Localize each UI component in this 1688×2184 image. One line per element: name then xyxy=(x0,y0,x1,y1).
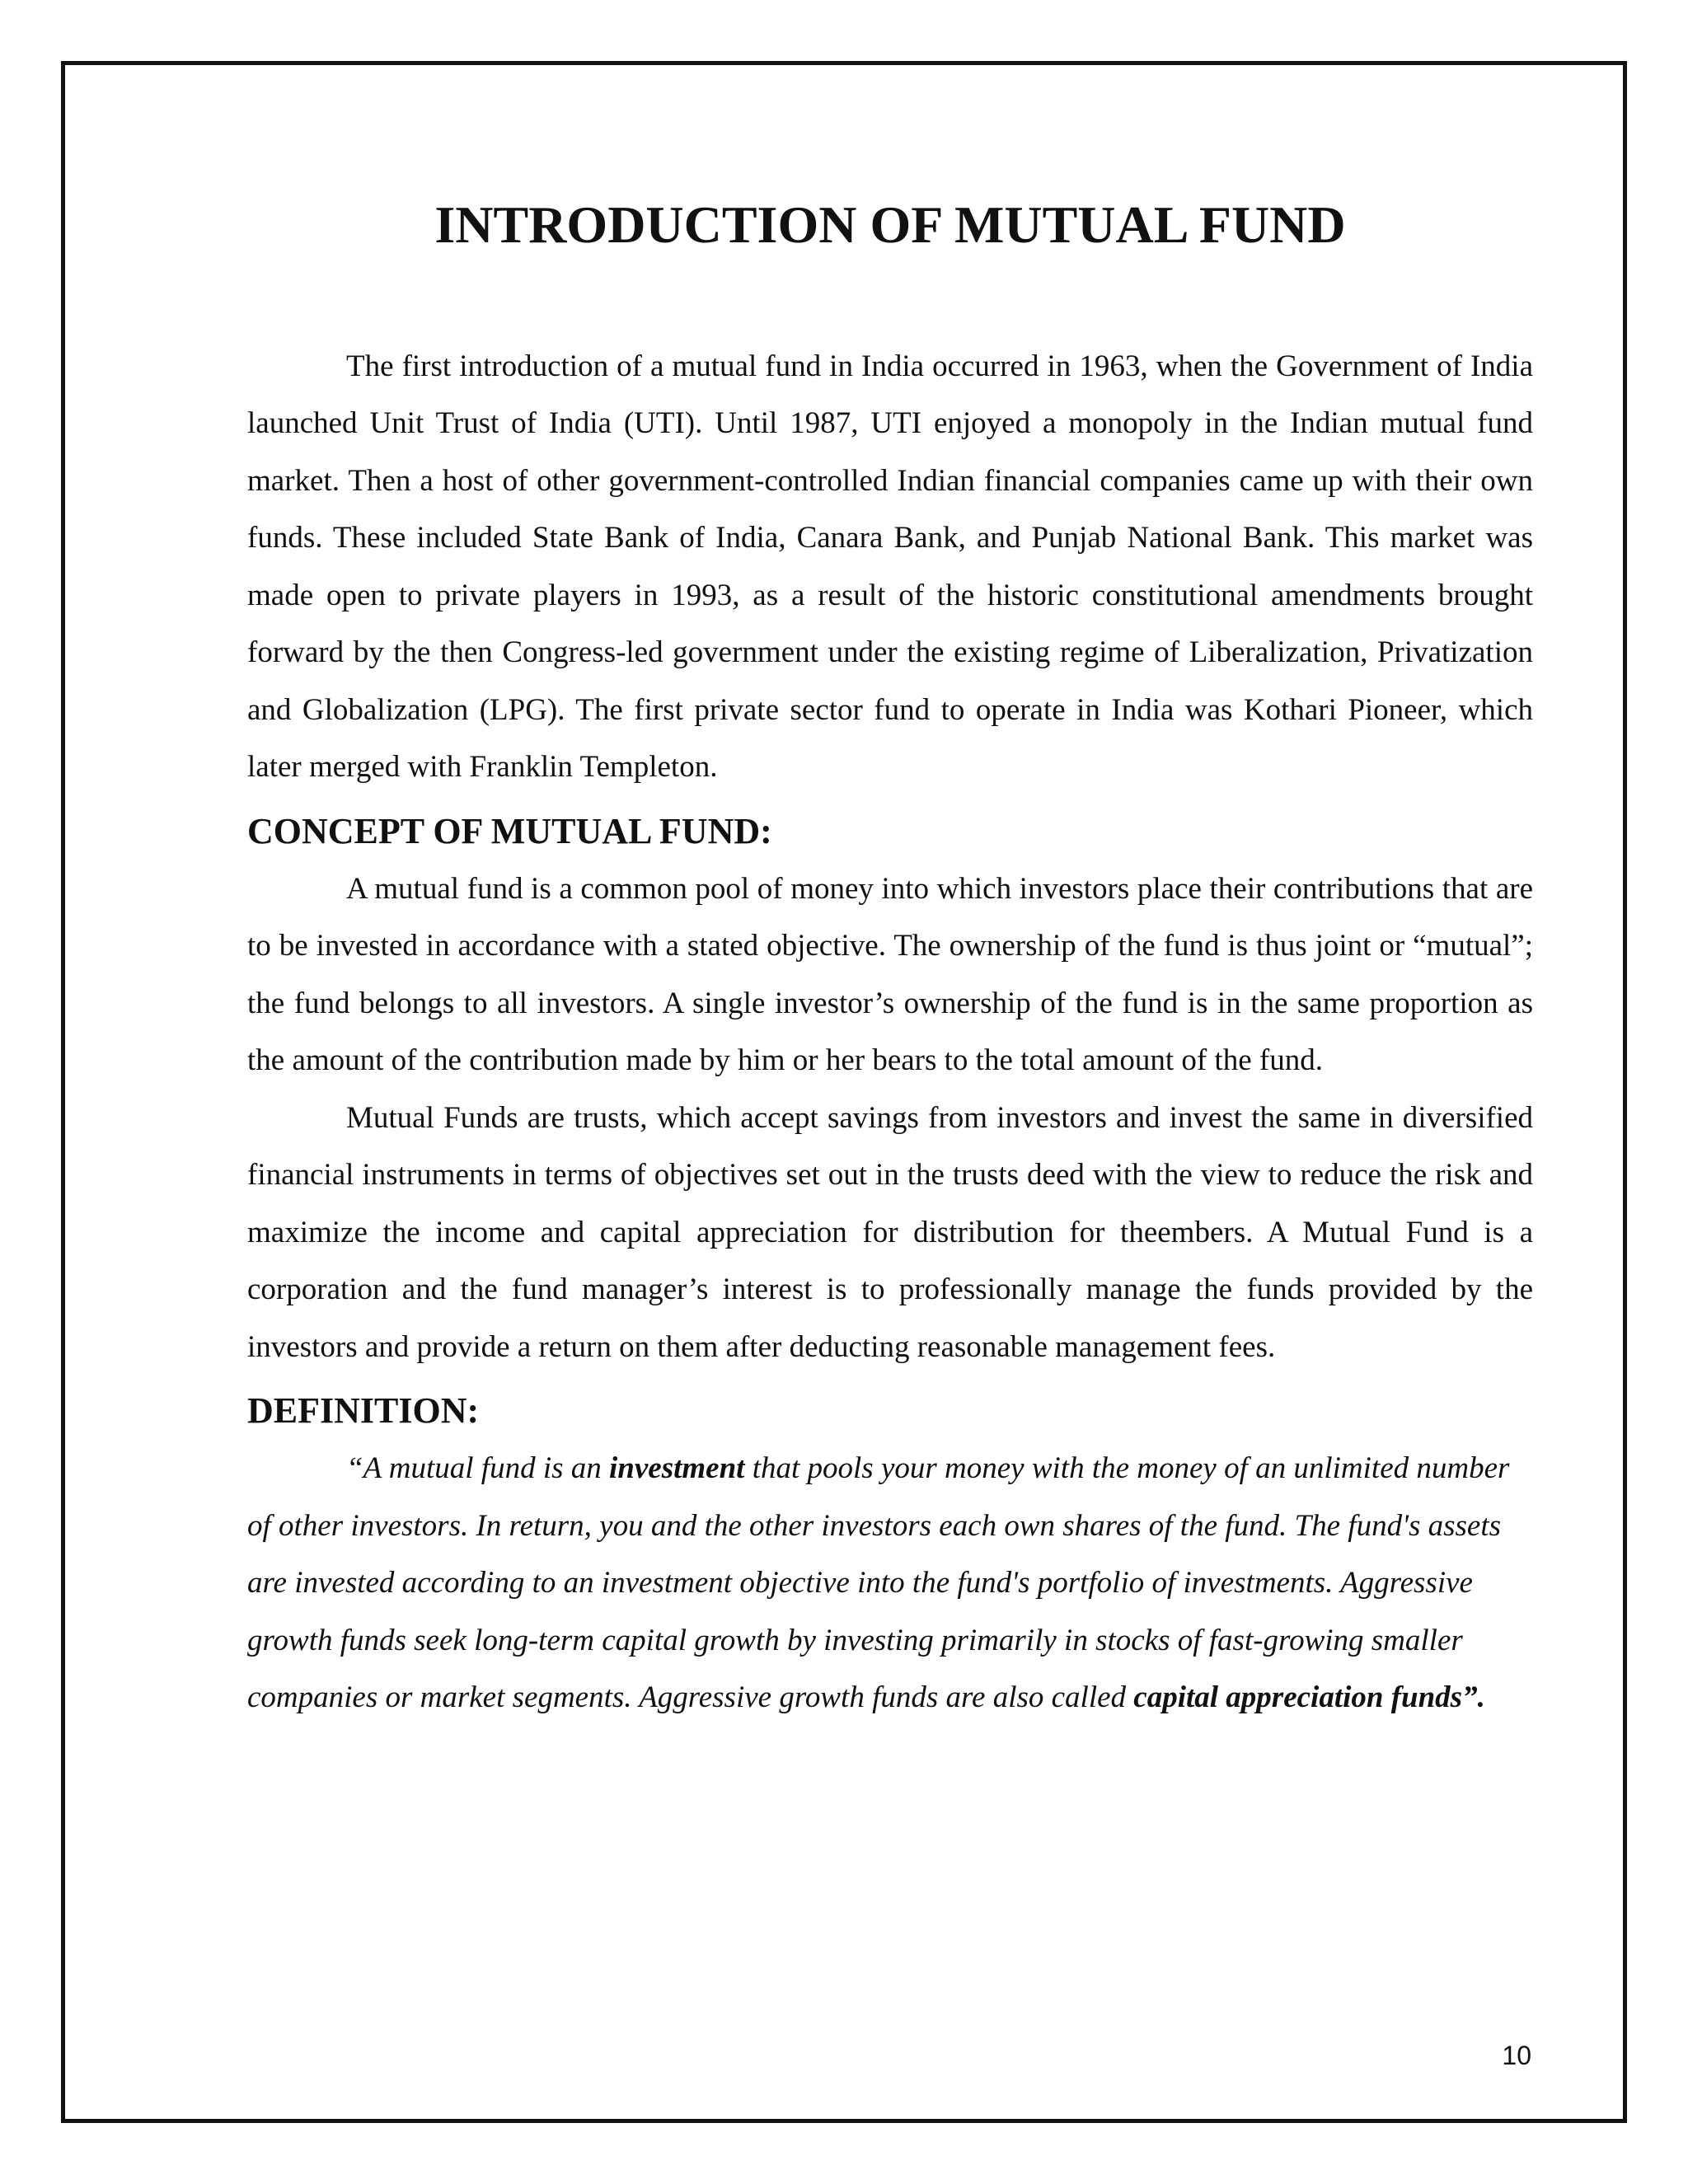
document-body xyxy=(247,177,1533,1727)
definition-quote xyxy=(247,1440,1533,1727)
concept-paragraph-2: Mutual Funds are trusts, which accept savings from investors and invest the same in diversified financial instruments in terms of objectives set out in the trusts deed with the view to reduce the risk and maximize the income and capital appreciation for distribution for theembers. A Mutual Fund is a corporation and the fund manager’s interest is to professionally manage the funds provided by the investors and provide a return on them after deducting reasonable management fees. xyxy=(247,1100,1533,1364)
definition-bold-investment: investment xyxy=(609,1451,745,1486)
page-title: INTRODUCTION OF MUTUAL FUND xyxy=(434,195,1346,254)
page-number: 10 xyxy=(1502,2041,1531,2070)
concept-paragraph-1: A mutual fund is a common pool of money into which investors place their contributions that are to be invested in accordance with a stated objective. The ownership of the fund is thus joint or “mutual”; the fund belongs to all investors. A single investor’s ownership of the fund is in the same proportion as the amount of the contribution made by him or her bears to the total amount of the fund. xyxy=(247,871,1533,1078)
definition-bold-capital-appreciation: capital appreciation funds”. xyxy=(1133,1680,1485,1715)
definition-text-1: “A mutual fund is an xyxy=(346,1451,609,1486)
concept-heading: CONCEPT OF MUTUAL FUND: xyxy=(247,810,772,851)
definition-text-2: that pools your money with the money of an unlimited number of other investors. In return, you and the other investors each own shares of the fund. The fund's assets are invested according to an investment objective into the fund's portfolio of investments. Aggressive growth funds seek long-term capital growth by investing primarily in stocks of fast-growing smaller companies or market segments. Aggressive growth funds are also called xyxy=(247,1451,1510,1715)
definition-heading: DEFINITION: xyxy=(247,1390,480,1432)
intro-paragraph: The first introduction of a mutual fund in India occurred in 1963, when the Government of India launched Unit Trust of India (UTI). Until 1987, UTI enjoyed a monopoly in the Indian mutual fund market. Then a host of other government-controlled Indian financial companies came up with their own funds. These included State Bank of India, Canara Bank, and Punjab National Bank. This market was made open to private players in 1993, as a result of the historic constitutional amendments brought forward by the then Congress-led government under the existing regime of Liberalization, Privatization and Globalization (LPG). The first private sector fund to operate in India was Kothari Pioneer, which later merged with Franklin Templeton. xyxy=(247,349,1533,785)
